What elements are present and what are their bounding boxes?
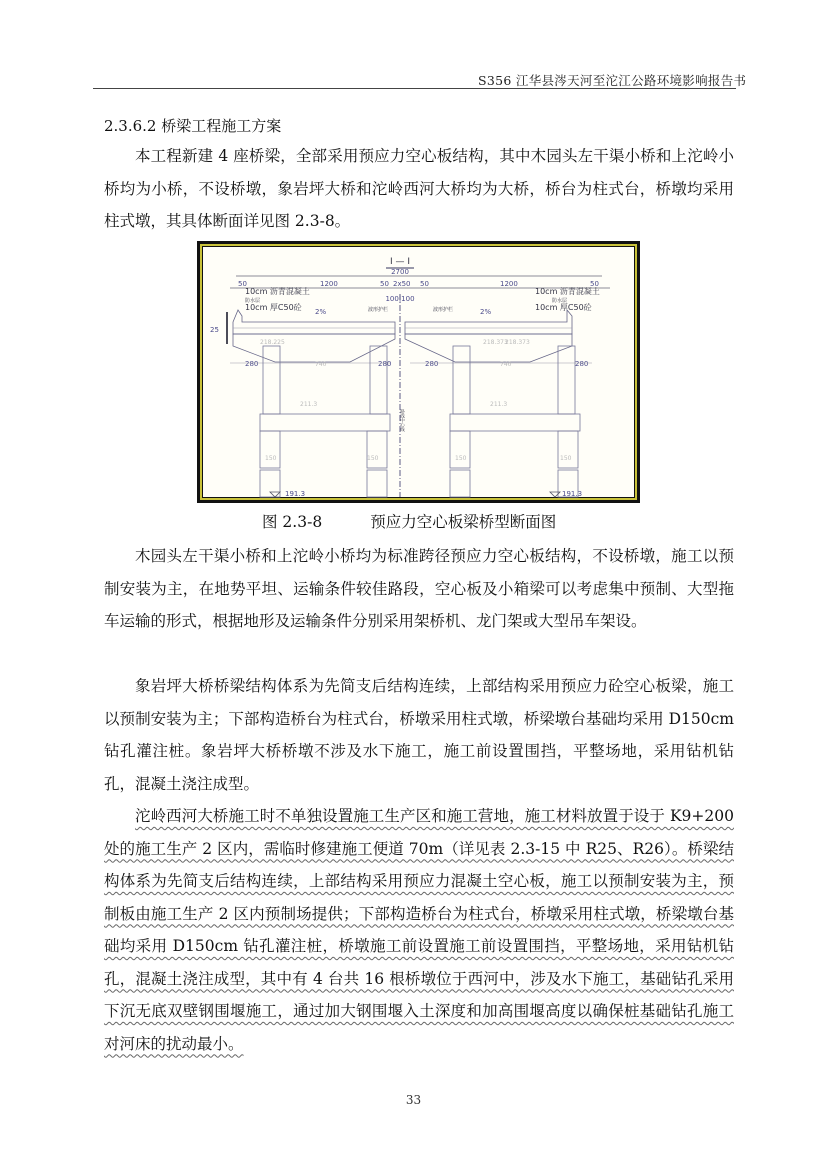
dimension-median: 2x50	[393, 280, 411, 288]
dimension-median-inner: 100|100	[385, 295, 415, 303]
label-guardrail-right: 波形护栏	[433, 307, 454, 313]
dimension-pier-spacing-left: 740	[315, 361, 327, 368]
label-beam-elevation-left: 218.225	[260, 339, 285, 346]
bridge-cross-section-drawing	[200, 244, 637, 500]
label-base-right: 10cm 厚C50砼	[535, 303, 592, 312]
label-pile-right-2: 150	[560, 455, 572, 462]
label-beam-elevation-right: 218.373	[505, 339, 530, 346]
label-pile-tip-right: 191.3	[562, 490, 583, 498]
page-number: 33	[405, 1093, 422, 1107]
label-pile-left-1: 150	[265, 455, 277, 462]
paragraph-intro: 本工程新建 4 座桥梁，全部采用预应力空心板结构，其中木园头左干渠小桥和上沱岭小桥均为小桥，不设桥墩，象岩坪大桥和沱岭西河大桥均为大桥，桥台为柱式台，桥墩均采用柱式墩，其具体断面详见图 2.3-8。	[104, 147, 734, 230]
dimension-median-side-left: 50	[380, 280, 389, 288]
dimension-cap-left-1: 280	[245, 360, 259, 368]
label-pile-left-2: 150	[367, 455, 379, 462]
elevation-marker-left	[270, 492, 280, 497]
section-mark: I — I	[389, 257, 411, 267]
label-ground-elevation-left: 211.3	[300, 401, 318, 408]
dimension-cap-right-1: 280	[425, 360, 439, 368]
label-beam-elevation-right-2: 218.373	[483, 339, 508, 346]
figure-title: 预应力空心板梁桥型断面图	[370, 513, 557, 531]
label-pile-right-1: 150	[455, 455, 467, 462]
label-pile-tip-left: 191.3	[285, 490, 306, 498]
figure-caption	[262, 510, 556, 532]
dimension-cap-left-2: 280	[378, 360, 392, 368]
left-pier-frame	[260, 346, 390, 497]
bridge-cross-section-figure	[197, 241, 640, 503]
section-heading: 2.3.6.2 桥梁工程施工方案	[104, 117, 282, 135]
paragraph-tuoling-xihe-text: 沱岭西河大桥施工时不单独设置施工生产区和施工营地，施工材料放置于设于 K9+200 处的施工生产 2 区内，需临时修建施工便道 70m（详见表 2.3-15 中 R25、R26）。桥梁结构体系为先简支后结构连续，上部结构采用预应力混凝土空心板，施工以预制安装为主，预制板由施工生产 2 区内预制场提供；下部构造桥台为柱式台，桥墩采用柱式墩，桥梁墩台基础均采用 D150cm 钻孔灌注桩，桥墩施工前设置施工前设置围挡，平整场地，采用钻机钻孔，混凝土浇注成型，其中有 4 台共 16 根桥墩位于西河中，涉及水下施工，基础钻孔采用下沉无底双壁钢围堰施工，通过加大钢围堰入土深度和加高围堰高度以确保桩基础钻孔施工对河床的扰动最小。	[104, 807, 734, 1053]
paragraph-xiangyanping-bridge: 象岩坪大桥桥梁结构体系为先简支后结构连续，上部结构采用预应力砼空心板梁，施工以预制安装为主；下部构造桥台为柱式台，桥墩采用柱式墩，桥梁墩台基础均采用 D150cm 钻孔灌注桩。象岩坪大桥桥墩不涉及水下施工，施工前设置围挡，平整场地，采用钻机钻孔，混凝土浇注成型。	[104, 677, 734, 793]
label-surface-right: 10cm 沥青混凝土	[535, 287, 600, 296]
dimension-side-left: 50	[238, 280, 247, 288]
dimension-deck-right: 1200	[500, 280, 518, 288]
paragraph-tuoling-xihe-bridge	[104, 800, 734, 1060]
elevation-marker-right	[550, 492, 560, 497]
label-centerline: 路线中心线	[399, 409, 405, 432]
dimension-pier-spacing-right: 740	[500, 361, 512, 368]
dimension-median-side-right: 50	[420, 280, 429, 288]
label-surface-left: 10cm 沥青混凝土	[245, 287, 310, 296]
label-guardrail-left: 波形护栏	[368, 307, 389, 313]
label-waterproof-left: 防水层	[245, 298, 261, 304]
figure-number: 图 2.3-8	[262, 513, 323, 531]
header-rule	[93, 88, 736, 89]
label-ground-elevation-right: 211.3	[490, 401, 508, 408]
label-slope-right: 2%	[480, 308, 492, 316]
label-slope-left: 2%	[315, 308, 327, 316]
dimension-side-right: 50	[590, 280, 599, 288]
right-deck	[405, 310, 572, 362]
label-beam-depth: 25	[210, 326, 219, 334]
dimension-total-width: 2700	[391, 268, 409, 276]
paragraph-small-bridges: 木园头左干渠小桥和上沱岭小桥均为标准跨径预应力空心板结构，不设桥墩，施工以预制安装为主，在地势平坦、运输条件较佳路段，空心板及小箱梁可以考虑集中预制、大型拖车运输的形式，根据地形及运输条件分别采用架桥机、龙门架或大型吊车架设。	[104, 547, 734, 630]
label-base-left: 10cm 厚C50砼	[245, 303, 302, 312]
label-waterproof-right: 防水层	[552, 298, 568, 304]
dimension-cap-right-2: 280	[575, 360, 589, 368]
document-header-title: S356 江华县涔天河至沱江公路环境影响报告书	[478, 73, 747, 88]
left-deck	[233, 310, 395, 362]
dimension-deck-left: 1200	[320, 280, 338, 288]
